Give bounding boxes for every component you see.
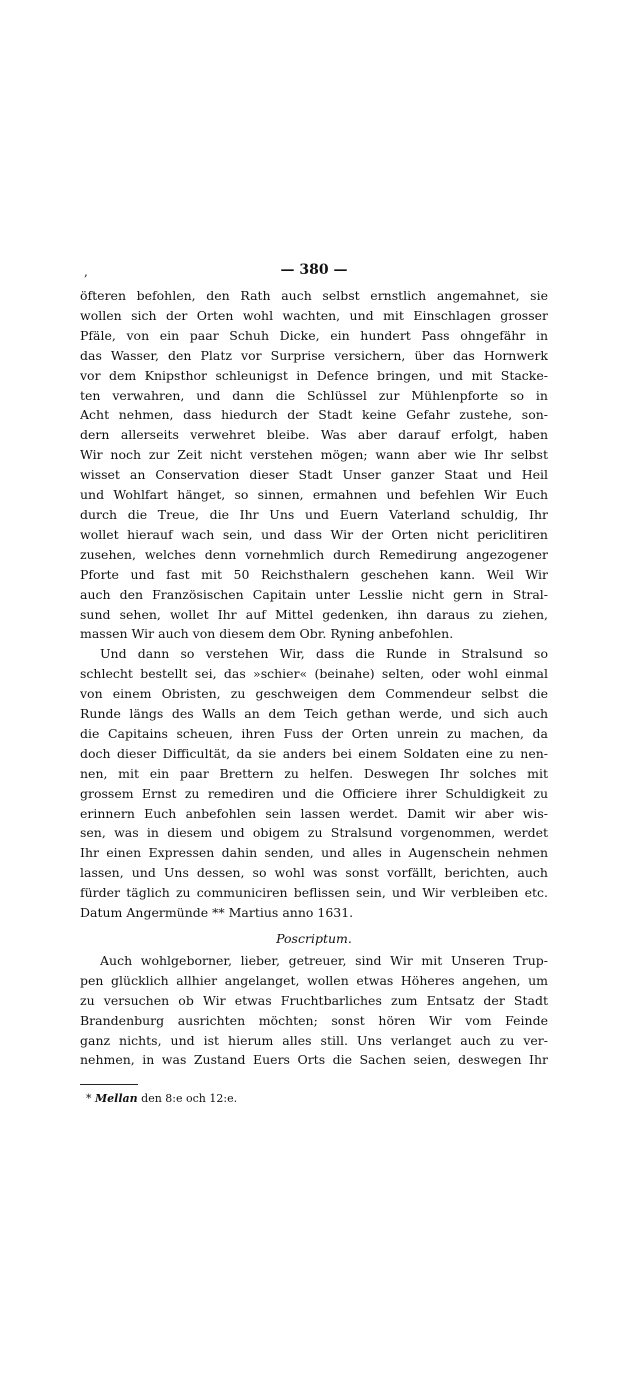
text-line: ganz nichts, und ist hierum alles still. Uns verlanget auch zu ver- — [80, 1032, 548, 1048]
text-line: Ihr einen Expressen dahin senden, und alles in Augenschein nehmen — [80, 845, 548, 861]
text-line: zusehen, welches denn vornehmlich durch Remedirung angezogener — [80, 546, 548, 562]
text-line: durch die Treue, die Ihr Uns und Euern Vaterland schuldig, Ihr — [80, 506, 548, 522]
paragraph-2 — [80, 644, 548, 923]
text-line: nen, mit ein paar Brettern zu helfen. Deswegen Ihr solches mit — [80, 765, 548, 781]
text-line: zu versuchen ob Wir etwas Fruchtbarliches zum Entsatz der Stadt — [80, 992, 548, 1008]
text-line: nehmen, in was Zustand Euers Orts die Sachen seien, deswegen Ihr — [80, 1052, 548, 1068]
text-line: schlecht bestellt sei, das »schier« (beinahe) selten, oder wohl einmal — [80, 666, 548, 682]
text-line: sen, was in diesem und obigem zu Stralsund vorgenommen, werdet — [80, 825, 548, 841]
text-line: sund sehen, wollet Ihr auf Mittel gedenken, ihn daraus zu ziehen, — [80, 606, 548, 622]
text-line: pen glücklich allhier angelanget, wollen etwas Höheres angehen, um — [80, 972, 548, 988]
footnote-text: den 8:e och 12:e. — [141, 1092, 238, 1106]
text-line: Pfäle, von ein paar Schuh Dicke, ein hundert Pass ohngefähr in — [80, 327, 548, 343]
text-line: auch den Französischen Capitain unter Lesslie nicht gern in Stral- — [80, 586, 548, 602]
paragraph-3 — [80, 951, 548, 1070]
footnote-marker: * — [86, 1092, 92, 1106]
text-line: wisset an Conservation dieser Stadt Unser ganzer Staat und Heil — [80, 467, 548, 483]
text-line: Brandenburg ausrichten möchten; sonst hören Wir vom Feinde — [80, 1012, 548, 1028]
text-line: Und dann so verstehen Wir, dass die Runde in Stralsund so — [100, 646, 548, 662]
postscript-heading: Poscriptum. — [276, 931, 352, 946]
text-line: die Capitains scheuen, ihren Fuss der Orten unrein zu machen, da — [80, 725, 548, 741]
paragraph-1 — [80, 286, 548, 644]
text-line: massen Wir auch von diesem dem Obr. Ryning anbefohlen. — [80, 626, 454, 642]
page-number: — 380 — — [280, 262, 348, 278]
text-line: dern allerseits verwehret bleibe. Was aber darauf erfolgt, haben — [80, 427, 548, 443]
text-line: Auch wohlgeborner, lieber, getreuer, sind Wir mit Unseren Trup- — [100, 952, 548, 968]
text-line: wollen sich der Orten wohl wachten, und mit Einschlagen grosser — [80, 307, 548, 323]
text-line: das Wasser, den Platz vor Surprise versichern, über das Hornwerk — [80, 347, 548, 363]
page-header — [80, 258, 548, 282]
book-page — [80, 258, 548, 1107]
text-line: Pforte und fast mit 50 Reichsthalern geschehen kann. Weil Wir — [80, 566, 548, 582]
text-line: ten verwahren, und dann die Schlüssel zur Mühlenpforte so in — [80, 387, 548, 403]
text-line: lassen, und Uns dessen, so wohl was sonst vorfällt, berichten, auch — [80, 865, 548, 881]
text-line: wollet hierauf wach sein, und dass Wir der Orten nicht periclitiren — [80, 526, 548, 542]
body-text — [80, 286, 548, 1070]
text-line: erinnern Euch anbefohlen sein lassen werdet. Damit wir aber wis- — [80, 805, 548, 821]
text-line: Wir noch zur Zeit nicht verstehen mögen; wann aber wie Ihr selbst — [80, 447, 548, 463]
text-line: von einem Obristen, zu geschweigen dem Commendeur selbst die — [80, 686, 548, 702]
footnote — [80, 1091, 548, 1107]
text-line: Acht nehmen, dass hiedurch der Stadt keine Gefahr zustehe, son- — [80, 407, 548, 423]
text-line: öfteren befohlen, den Rath auch selbst ernstlich angemahnet, sie — [80, 288, 548, 303]
text-line: Runde längs des Walls an dem Teich gethan werde, und sich auch — [80, 706, 548, 722]
text-line: vor dem Knipsthor schleunigst in Defence bringen, und mit Stacke- — [80, 367, 548, 383]
header-mark: , — [84, 265, 88, 279]
footnote-rule — [80, 1084, 138, 1085]
text-line: fürder täglich zu communiciren beflissen sein, und Wir verbleiben etc. — [80, 885, 548, 901]
text-line: grossem Ernst zu remediren und die Officiere ihrer Schuldigkeit zu — [80, 785, 548, 801]
text-line: und Wohlfart hänget, so sinnen, ermahnen und befehlen Wir Euch — [80, 487, 548, 503]
text-line: Datum Angermünde ** Martius anno 1631. — [80, 905, 354, 921]
text-line: doch dieser Difficultät, da sie anders bei einem Soldaten eine zu nen- — [80, 745, 548, 761]
footnote-place: Mellan — [95, 1092, 138, 1106]
